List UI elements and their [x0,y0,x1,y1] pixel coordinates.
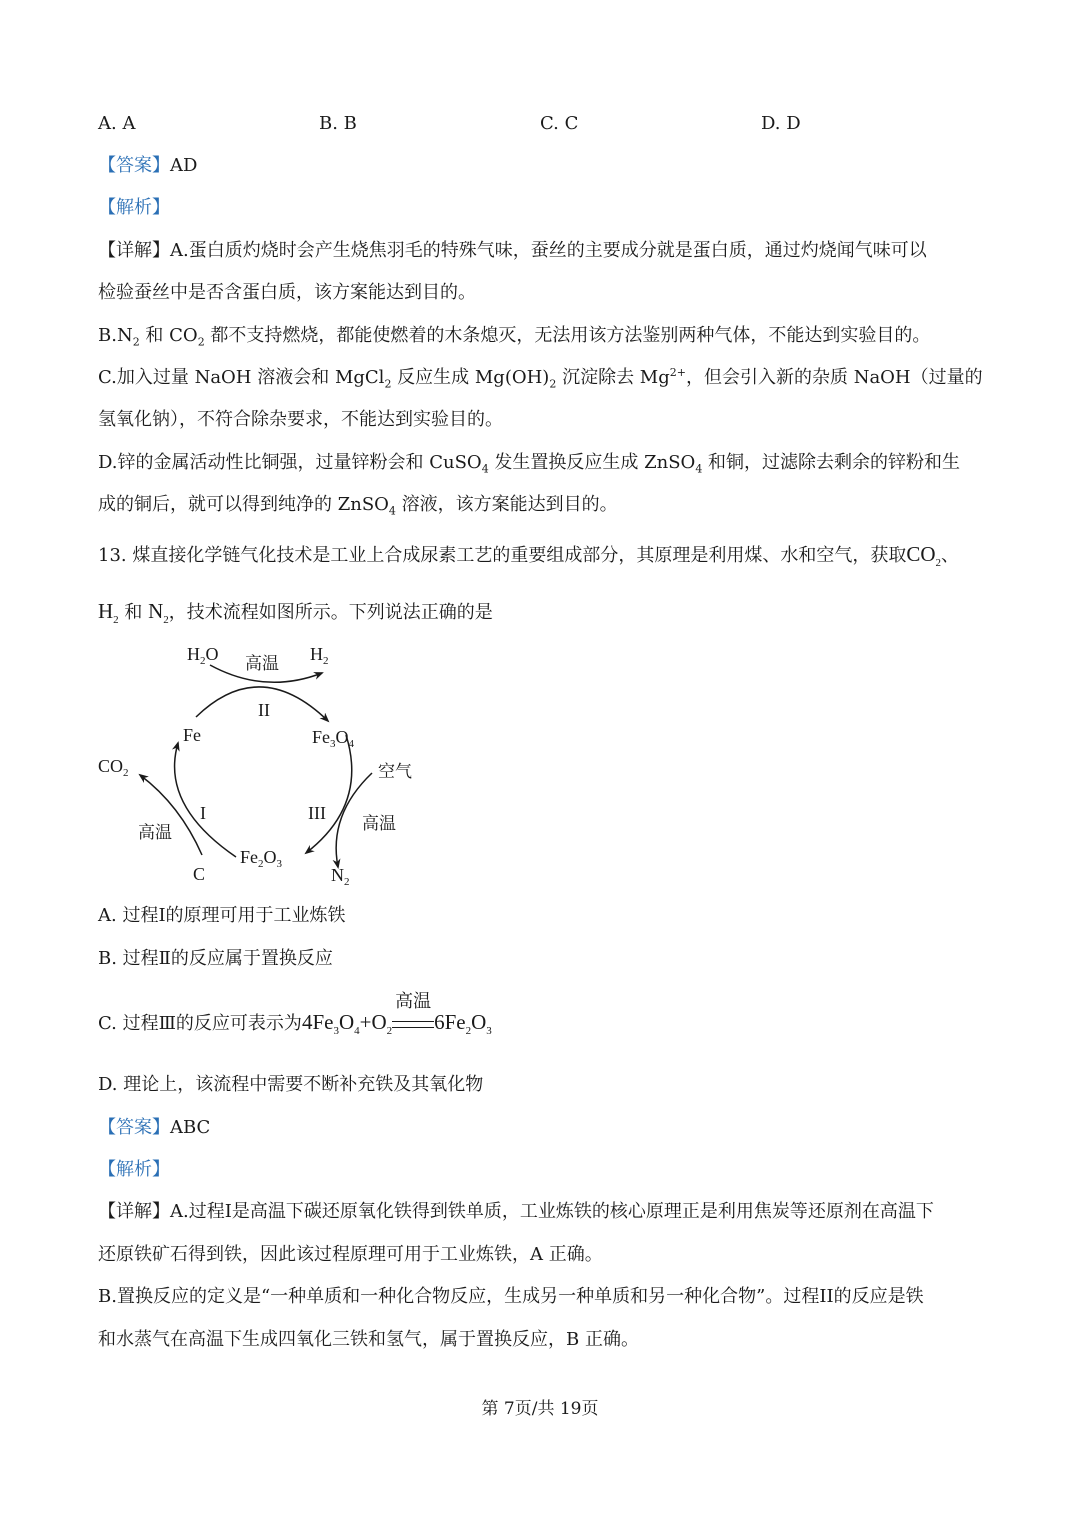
label-c: C [193,864,206,884]
q13-option-c [98,991,492,1038]
answer-value: ABC [170,1117,211,1138]
analysis-label: 【解析】 [98,1159,170,1180]
prev-options [0,113,1080,135]
label-fe2o3: $Fe_2O_3$ [240,847,282,870]
detail-text: A.蛋白质灼烧时会产生烧焦羽毛的特殊气味，蚕丝的主要成分就是蛋白质，通过灼烧闻气味可以 [170,240,927,261]
label-h2o: $H_2O$ [187,644,219,667]
label-fe3o4: $Fe_3O_4$ [312,727,354,750]
q13-detail-a2 [98,1244,603,1266]
detail-text: 检验蚕丝中是否含蛋白质，该方案能达到目的。 [98,282,476,303]
detail-text: D.锌的金属活动性比铜强，过量锌粉会和 CuSO [98,452,482,473]
option-c: C. C [540,113,579,134]
detail-text: 和铜，过滤除去剩余的锌粉和生 [702,452,961,473]
detail-text: 还原铁矿石得到铁，因此该过程原理可用于工业炼铁，A 正确。 [98,1244,603,1265]
q13-stem-2: $H_2$ 和 $N_2$，技术流程如图所示。下列说法正确的是 [98,599,493,627]
detail-text: 溶液，该方案能达到目的。 [395,494,618,515]
detail-text: 反应生成 Mg(OH) [391,367,550,388]
option-a: A. A [98,113,136,134]
label-h2: $H_2$ [310,644,329,667]
question-stem: ，技术流程如图所示。下列说法正确的是 [168,602,493,623]
q13-detail-a1 [98,1201,934,1223]
q12-detail-c2 [98,409,503,431]
answer-label: 【答案】 [98,155,170,176]
q13-stem-1: 13. 煤直接化学链气化技术是工业上合成尿素工艺的重要组成部分，其原理是利用煤、水和空气，获取$CO_2$、 [98,542,960,570]
question-stem: 和 [118,602,149,623]
option-d: D. D [761,113,801,134]
detail-text: 发生置换反应生成 ZnSO [488,452,696,473]
chemical-looping-diagram [90,635,430,895]
detail-text: 成的铜后，就可以得到纯净的 ZnSO [98,494,389,515]
label-fe: Fe [183,725,201,745]
q13-detail-b2 [98,1329,639,1351]
analysis-label: 【解析】 [98,197,170,218]
equation-condition: 高温 [392,1013,434,1035]
q13-option-a [98,905,346,927]
detail-text: C.加入过量 NaOH 溶液会和 MgCl [98,367,385,388]
option-text: A. 过程Ⅰ的原理可用于工业炼铁 [98,905,346,926]
answer-value: AD [170,155,198,176]
q12-answer [98,155,197,177]
label-gaowen-ii: 高温 [245,654,279,674]
q12-detail-b: $B.N_2$ 和 $CO_2$ 都不支持燃烧，都能使燃着的木条熄灭，无法用该方法鉴别两种气体，不能达到实验目的。 [98,325,931,349]
q12-analysis [98,197,170,219]
detail-text: 氢氧化钠），不符合除杂要求，不能达到实验目的。 [98,409,503,430]
arrow-c-to-co2 [140,775,202,855]
label-gaowen-iii: 高温 [362,814,396,834]
answer-label: 【答案】 [98,1117,170,1138]
question-stem: 13. 煤直接化学链气化技术是工业上合成尿素工艺的重要组成部分，其原理是利用煤、水和空气，获取 [98,545,907,566]
q13-option-b [98,948,333,970]
option-text: D. 理论上，该流程中需要不断补充铁及其氧化物 [98,1074,484,1095]
page-footer: 第 7页/共 19页 [481,1399,599,1419]
label-process-i: I [200,803,206,823]
label-co2: $CO_2$ [98,756,129,779]
detail-text: 沉淀除去 Mg [556,367,670,388]
detail-text: A.过程I是高温下碳还原氧化铁得到铁单质，工业炼铁的核心原理正是利用焦炭等还原剂在高温下 [170,1201,934,1222]
label-process-iii: III [308,803,326,823]
detail-text: B.N [98,325,133,346]
detail-text: 和 CO [139,325,198,346]
q13-answer [98,1117,210,1139]
q12-detail-a1 [98,240,927,262]
q12-detail-c1: C.加入过量 NaOH 溶液会和 MgCl$_2$ 反应生成 $Mg(OH)_2$ 沉淀除去 $Mg^{2+}$，但会引入新的杂质 NaOH（过量的 [98,366,983,391]
option-text: B. 过程Ⅱ的反应属于置换反应 [98,948,333,969]
q12-detail-d1: D.锌的金属活动性比铜强，过量锌粉会和 CuSO$_4$ 发生置换反应生成 ZnSO$_4$ 和铜，过滤除去剩余的锌粉和生 [98,452,961,476]
q12-detail-d2: 成的铜后，就可以得到纯净的 ZnSO$_4$ 溶液，该方案能达到目的。 [98,494,618,518]
option-b: B. B [319,113,357,134]
equation-lhs: $4Fe_3O_4+O_2$ [301,1010,393,1038]
label-air: 空气 [378,762,412,782]
equation-rhs: $6Fe_2O_3$ [434,1010,492,1038]
detail-text: 和水蒸气在高温下生成四氧化三铁和氢气，属于置换反应，B 正确。 [98,1329,639,1350]
q13-analysis [98,1159,170,1181]
label-process-ii: II [258,700,270,720]
detail-text: 都不支持燃烧，都能使燃着的木条熄灭，无法用该方法鉴别两种气体，不能达到实验目的。 [204,325,931,346]
label-gaowen-i: 高温 [138,823,172,843]
detail-label: 【详解】 [98,1201,170,1222]
q13-option-d [98,1074,483,1096]
option-text: C. 过程Ⅲ的反应可表示为 [98,1013,302,1034]
arrow-fe2o3-to-fe [175,743,236,857]
q13-detail-b1 [98,1286,924,1308]
detail-label: 【详解】 [98,240,170,261]
label-n2: $N_2$ [331,865,350,888]
arrow-fe3o4-to-fe2o3 [306,735,352,853]
detail-text: B.置换反应的定义是“一种单质和一种化合物反应，生成另一种单质和另一种化合物”。过程II的反应是铁 [98,1286,924,1307]
detail-text: ，但会引入新的杂质 NaOH（过量的 [685,367,983,388]
q12-detail-a2 [98,282,476,304]
